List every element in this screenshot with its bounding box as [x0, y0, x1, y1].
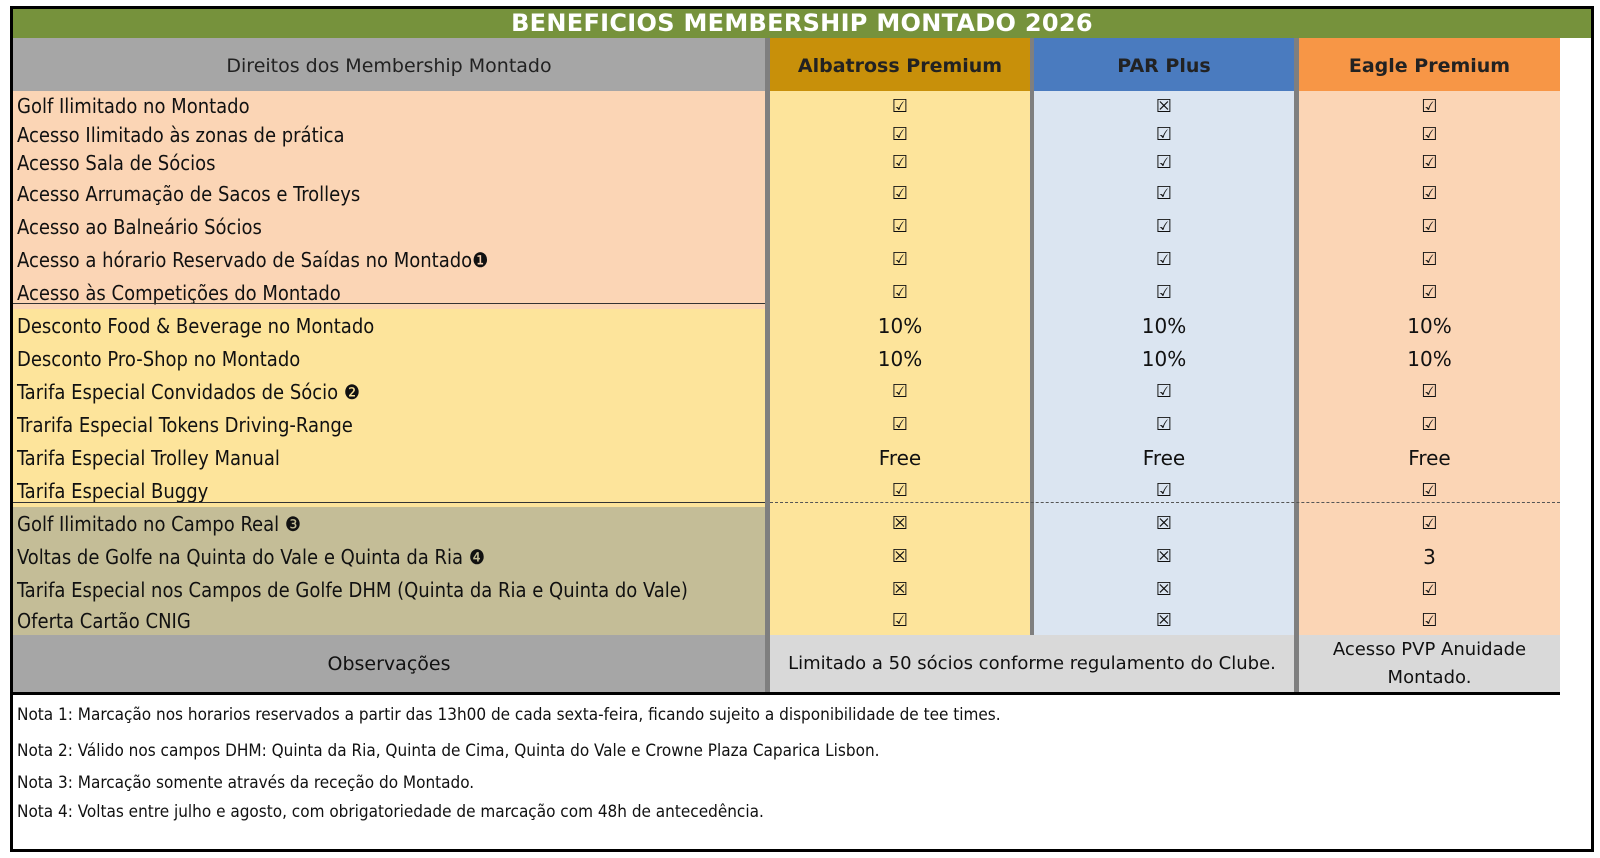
checked-box-icon — [770, 375, 1030, 408]
table-row — [13, 441, 1560, 474]
value-text: ☑ — [891, 124, 909, 145]
note-3: Nota 3: Marcação somente através da receção do Montado. — [17, 773, 475, 793]
observations-label: Observações — [13, 635, 765, 692]
table-row — [13, 606, 1560, 635]
checked-box-icon — [1299, 408, 1560, 441]
checked-box-icon — [1034, 276, 1294, 309]
table-row — [13, 507, 1560, 540]
benefit-value — [770, 342, 1030, 375]
table-row — [13, 573, 1560, 606]
value-text: ☒ — [891, 513, 909, 534]
checked-box-icon — [770, 408, 1030, 441]
table-row — [13, 408, 1560, 441]
value-text: ☑ — [891, 610, 909, 631]
value-text: ☑ — [1155, 480, 1173, 501]
value-text: ☑ — [1155, 381, 1173, 402]
column-separator — [1030, 38, 1034, 692]
benefit-value — [1034, 441, 1294, 474]
par-plus-header: PAR Plus — [1034, 38, 1294, 94]
crossed-box-icon — [1034, 540, 1294, 573]
value-text: ☑ — [1421, 610, 1438, 631]
crossed-box-icon — [770, 507, 1030, 540]
value-text: 10% — [1141, 346, 1187, 371]
value-text: ☑ — [891, 95, 909, 117]
value-text: ☑ — [1421, 249, 1438, 270]
benefit-label: Acesso às Competições do Montado — [13, 276, 765, 309]
benefit-label: Trarifa Especial Tokens Driving-Range — [13, 408, 765, 441]
table-row — [13, 243, 1560, 276]
value-text: ☑ — [1155, 216, 1173, 237]
benefit-label: Tarifa Especial Buggy — [13, 474, 765, 507]
benefit-value — [1299, 441, 1560, 474]
value-text: 10% — [1407, 313, 1452, 338]
checked-box-icon — [1299, 507, 1560, 540]
checked-box-icon — [1299, 91, 1560, 121]
observations-shared: Limitado a 50 sócios conforme regulamento do Clube. — [770, 635, 1294, 692]
value-text: ☑ — [1421, 152, 1438, 173]
value-text: ☑ — [1155, 183, 1173, 204]
eagle-premium-header: Eagle Premium — [1299, 38, 1560, 94]
checked-box-icon — [1034, 408, 1294, 441]
value-text: ☑ — [891, 480, 909, 501]
value-text: ☑ — [1421, 414, 1438, 435]
value-text: ☑ — [891, 414, 909, 435]
value-text: ☑ — [1421, 579, 1438, 600]
checked-box-icon — [770, 177, 1030, 210]
value-text: 10% — [877, 346, 923, 371]
checked-box-icon — [1034, 148, 1294, 177]
table-row — [13, 342, 1560, 375]
table-row — [13, 121, 1560, 148]
value-text: Free — [1408, 445, 1451, 470]
checked-box-icon — [1034, 243, 1294, 276]
benefit-label: Acesso ao Balneário Sócios — [13, 210, 765, 243]
crossed-box-icon — [770, 540, 1030, 573]
table-row — [13, 276, 1560, 309]
checked-box-icon — [770, 243, 1030, 276]
value-text: ☑ — [891, 381, 909, 402]
value-text: ☑ — [1421, 216, 1438, 237]
crossed-box-icon — [770, 573, 1030, 606]
value-text: ☑ — [891, 152, 909, 173]
value-text: ☒ — [1155, 513, 1173, 534]
checked-box-icon — [1299, 375, 1560, 408]
benefit-value — [1299, 342, 1560, 375]
checked-box-icon — [1299, 606, 1560, 635]
group-divider — [13, 303, 765, 304]
value-text: ☑ — [1155, 282, 1173, 303]
crossed-box-icon — [1034, 573, 1294, 606]
value-text: ☑ — [1155, 414, 1173, 435]
value-text: ☑ — [1421, 183, 1438, 204]
note-1: Nota 1: Marcação nos horarios reservados a partir das 13h00 de cada sexta-feira, ficando sujeito a disponibilidade de tee times. — [17, 705, 1001, 725]
value-text: ☑ — [891, 183, 909, 204]
checked-box-icon — [770, 91, 1030, 121]
table-row — [13, 210, 1560, 243]
table-title: BENEFICIOS MEMBERSHIP MONTADO 2026 — [13, 9, 1591, 38]
table-row — [13, 177, 1560, 210]
table-row — [13, 375, 1560, 408]
benefit-label: Tarifa Especial Convidados de Sócio ❷ — [13, 375, 765, 408]
value-text: 10% — [1407, 346, 1452, 371]
benefit-value — [1034, 342, 1294, 375]
observations-bottom-border — [13, 692, 1560, 695]
checked-box-icon — [1299, 177, 1560, 210]
benefit-label: Desconto Food & Beverage no Montado — [13, 309, 765, 342]
group-divider-dashed — [770, 502, 1560, 503]
value-text: ☑ — [1421, 480, 1438, 501]
rights-column-header: Direitos dos Membership Montado — [13, 38, 765, 94]
value-text: 10% — [877, 313, 923, 338]
checked-box-icon — [1299, 121, 1560, 148]
value-text: ☑ — [1155, 124, 1173, 145]
checked-box-icon — [1034, 121, 1294, 148]
crossed-box-icon — [1034, 91, 1294, 121]
benefit-label: Acesso Ilimitado às zonas de prática — [13, 121, 765, 148]
value-text: ☒ — [891, 546, 909, 567]
benefit-label: Acesso Arrumação de Sacos e Trolleys — [13, 177, 765, 210]
benefit-label: Voltas de Golfe na Quinta do Vale e Quinta da Ria ❹ — [13, 540, 765, 573]
checked-box-icon — [1034, 210, 1294, 243]
group-divider — [13, 502, 765, 503]
crossed-box-icon — [1034, 507, 1294, 540]
benefit-label: Acesso a hórario Reservado de Saídas no Montado❶ — [13, 243, 765, 276]
note-2: Nota 2: Válido nos campos DHM: Quinta da Ria, Quinta de Cima, Quinta do Vale e Crowne Plaza Caparica Lisbon. — [17, 741, 880, 761]
value-text: ☑ — [1421, 95, 1438, 117]
value-text: ☑ — [891, 216, 909, 237]
table-row — [13, 309, 1560, 342]
table-row — [13, 540, 1560, 573]
checked-box-icon — [770, 121, 1030, 148]
checked-box-icon — [770, 210, 1030, 243]
benefit-value — [1299, 540, 1560, 573]
benefit-value — [770, 309, 1030, 342]
observations-eagle: Acesso PVP Anuidade Montado. — [1299, 635, 1560, 692]
checked-box-icon — [1299, 243, 1560, 276]
value-text: ☑ — [891, 249, 909, 270]
column-separator — [765, 38, 770, 692]
value-text: ☑ — [891, 282, 909, 303]
checked-box-icon — [770, 276, 1030, 309]
checked-box-icon — [770, 606, 1030, 635]
checked-box-icon — [1299, 276, 1560, 309]
checked-box-icon — [1034, 177, 1294, 210]
value-text: ☒ — [1155, 579, 1173, 600]
column-separator — [1294, 38, 1299, 692]
value-text: ☒ — [891, 579, 909, 600]
value-text: ☑ — [1421, 513, 1438, 534]
value-text: 3 — [1423, 544, 1436, 569]
note-4: Nota 4: Voltas entre julho e agosto, com obrigatoriedade de marcação com 48h de antecedência. — [17, 802, 764, 822]
checked-box-icon — [1299, 573, 1560, 606]
benefit-label: Golf Ilimitado no Montado — [13, 91, 765, 121]
value-text: ☑ — [1155, 152, 1173, 173]
benefits-table — [10, 6, 1594, 852]
table-row — [13, 91, 1560, 121]
value-text: ☒ — [1155, 95, 1173, 117]
benefit-value — [1299, 309, 1560, 342]
value-text: ☒ — [1155, 610, 1173, 631]
checked-box-icon — [1034, 375, 1294, 408]
value-text: Free — [878, 445, 922, 470]
benefit-label: Tarifa Especial Trolley Manual — [13, 441, 765, 474]
benefit-label: Golf Ilimitado no Campo Real ❸ — [13, 507, 765, 540]
value-text: 10% — [1141, 313, 1187, 338]
benefit-label: Desconto Pro-Shop no Montado — [13, 342, 765, 375]
value-text: ☑ — [1421, 381, 1438, 402]
value-text: ☑ — [1421, 282, 1438, 303]
checked-box-icon — [770, 148, 1030, 177]
benefit-label: Oferta Cartão CNIG — [13, 606, 765, 635]
crossed-box-icon — [1034, 606, 1294, 635]
benefit-value — [1034, 309, 1294, 342]
table-row — [13, 148, 1560, 177]
value-text: ☑ — [1421, 124, 1438, 145]
benefit-value — [770, 441, 1030, 474]
checked-box-icon — [1299, 148, 1560, 177]
checked-box-icon — [1299, 210, 1560, 243]
value-text: Free — [1142, 445, 1186, 470]
value-text: ☑ — [1155, 249, 1173, 270]
benefit-label: Tarifa Especial nos Campos de Golfe DHM (Quinta da Ria e Quinta do Vale) — [13, 573, 765, 606]
value-text: ☒ — [1155, 546, 1173, 567]
benefit-label: Acesso Sala de Sócios — [13, 148, 765, 177]
albatross-premium-header: Albatross Premium — [770, 38, 1030, 94]
